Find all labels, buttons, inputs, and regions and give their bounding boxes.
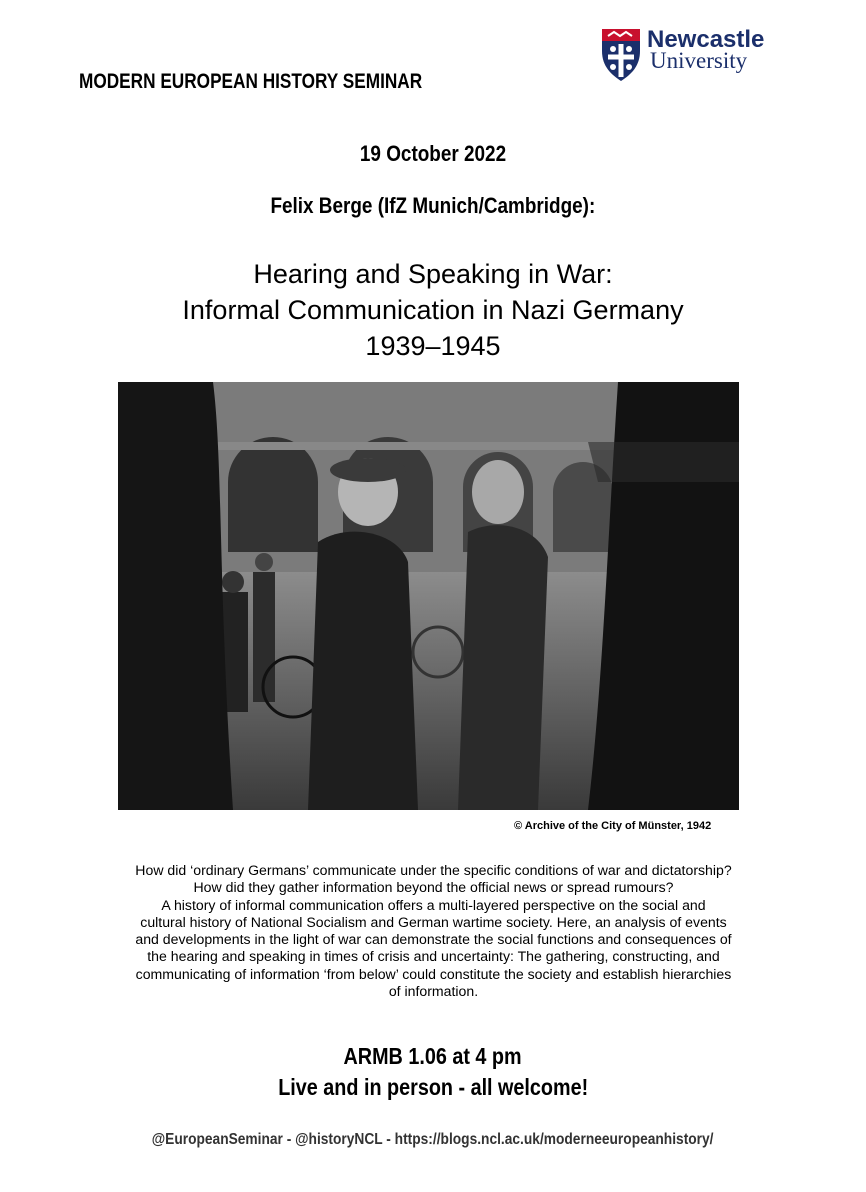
talk-abstract	[82, 862, 785, 1000]
image-credit: © Archive of the City of Münster, 1942	[514, 820, 712, 832]
talk-title	[0, 256, 866, 364]
university-logo	[600, 27, 770, 83]
abstract-line: How did ‘ordinary Germans’ communicate under the specific conditions of war and dictatorship?	[135, 862, 732, 878]
abstract-line: and developments in the light of war can demonstrate the social functions and consequences of	[135, 931, 732, 948]
talk-title-line: Hearing and Speaking in War:	[253, 259, 613, 289]
abstract-line: A history of informal communication offers a multi-layered perspective on the social and	[161, 896, 706, 913]
event-date: 19 October 2022	[359, 141, 507, 166]
logo-name-line2: University	[650, 48, 748, 73]
abstract-line: of information.	[388, 983, 479, 1000]
talk-title-line: Informal Communication in Nazi Germany	[182, 295, 684, 325]
archival-photograph	[118, 382, 739, 810]
talk-title-line: 1939–1945	[365, 331, 501, 361]
event-venue: ARMB 1.06 at 4 pm	[343, 1043, 523, 1069]
logo-name-line1: Newcastle	[647, 26, 765, 53]
abstract-line: the hearing and speaking in times of crisis and uncertainty: The gathering, constructing, and	[147, 948, 720, 965]
event-attendance: Live and in person - all welcome!	[278, 1074, 588, 1100]
seminar-series-title: MODERN EUROPEAN HISTORY SEMINAR	[79, 70, 423, 93]
abstract-line: How did they gather information beyond the official news or spread rumours?	[193, 879, 674, 896]
abstract-line: communicating of information ‘from below’ could constitute the society and establish hierarchies	[135, 965, 732, 982]
abstract-line: cultural history of National Socialism and German wartime society. Here, an analysis of events	[140, 913, 727, 930]
speaker-name: Felix Berge (IfZ Munich/Cambridge):	[270, 193, 596, 218]
social-links: @EuropeanSeminar - @historyNCL - https://blogs.ncl.ac.uk/moderneeuropeanhistory/	[152, 1131, 714, 1148]
